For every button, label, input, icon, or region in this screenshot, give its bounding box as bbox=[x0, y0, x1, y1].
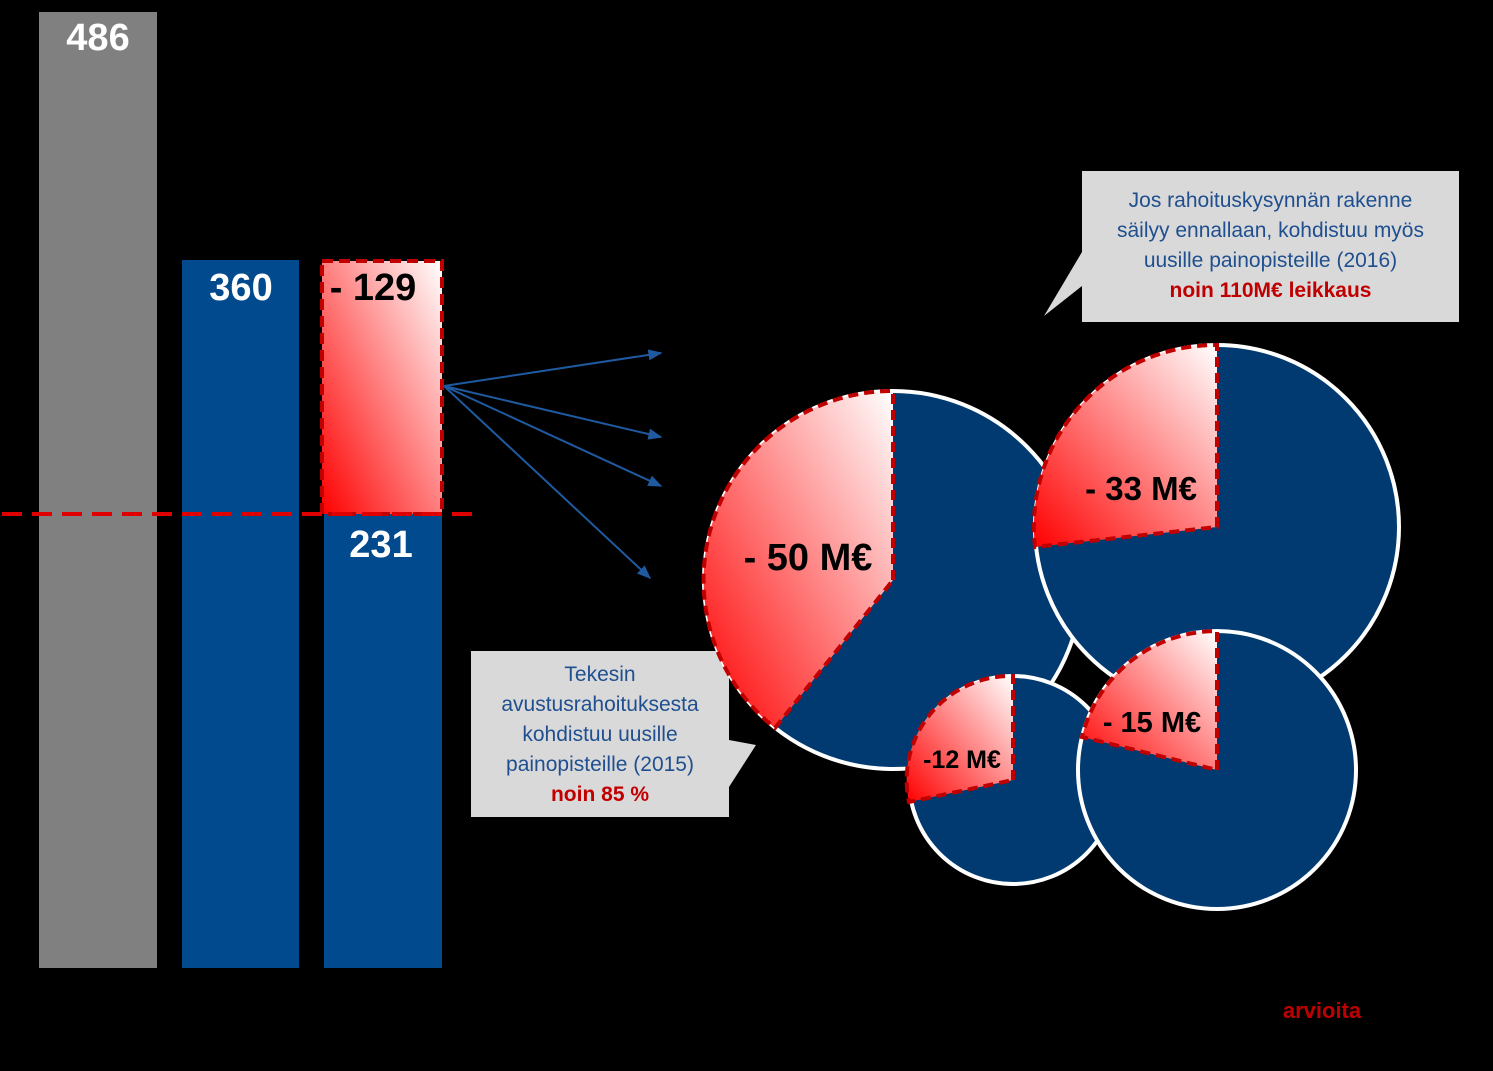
bar-allocated bbox=[182, 260, 299, 968]
bar-reduction-value-label: - 129 bbox=[329, 267, 417, 309]
arrow-to-pie-1 bbox=[444, 353, 661, 386]
arrow-to-pie-2 bbox=[444, 386, 661, 437]
estimate-note: arvioita bbox=[1282, 998, 1362, 1023]
callout-2015-line: Tekesin bbox=[564, 663, 636, 686]
callout-2016-line: säilyy ennallaan, kohdistuu myös bbox=[1116, 219, 1424, 242]
callout-2015-line: kohdistuu uusille bbox=[522, 723, 678, 746]
pie-12-label: -12 M€ bbox=[923, 746, 1001, 774]
bar-remaining-value-label: 231 bbox=[349, 524, 413, 566]
callout-2015-text bbox=[471, 660, 729, 810]
bar-total-value-label: 486 bbox=[66, 17, 130, 59]
arrow-to-pie-4 bbox=[444, 386, 650, 578]
callout-2015-line: painopisteille (2015) bbox=[506, 753, 694, 776]
callout-2016-line: Jos rahoituskysynnän rakenne bbox=[1128, 189, 1413, 212]
callout-2016-text bbox=[1082, 186, 1459, 306]
callout-2016-line: uusille painopisteille (2016) bbox=[1143, 249, 1398, 272]
arrow-to-pie-3 bbox=[444, 386, 661, 486]
pie-50-label: - 50 M€ bbox=[743, 537, 873, 579]
pie-15-label: - 15 M€ bbox=[1102, 707, 1202, 739]
pie-15 bbox=[1078, 631, 1356, 909]
bar-allocated-value-label: 360 bbox=[209, 267, 273, 309]
callout-2016-highlight: noin 110M€ leikkaus bbox=[1169, 279, 1372, 302]
bar-remaining bbox=[324, 514, 442, 968]
callout-2015-line: avustusrahoituksesta bbox=[501, 693, 699, 716]
callout-2015-highlight: noin 85 % bbox=[550, 783, 650, 806]
bar-total bbox=[39, 12, 157, 968]
pie-33-label: - 33 M€ bbox=[1085, 470, 1197, 507]
